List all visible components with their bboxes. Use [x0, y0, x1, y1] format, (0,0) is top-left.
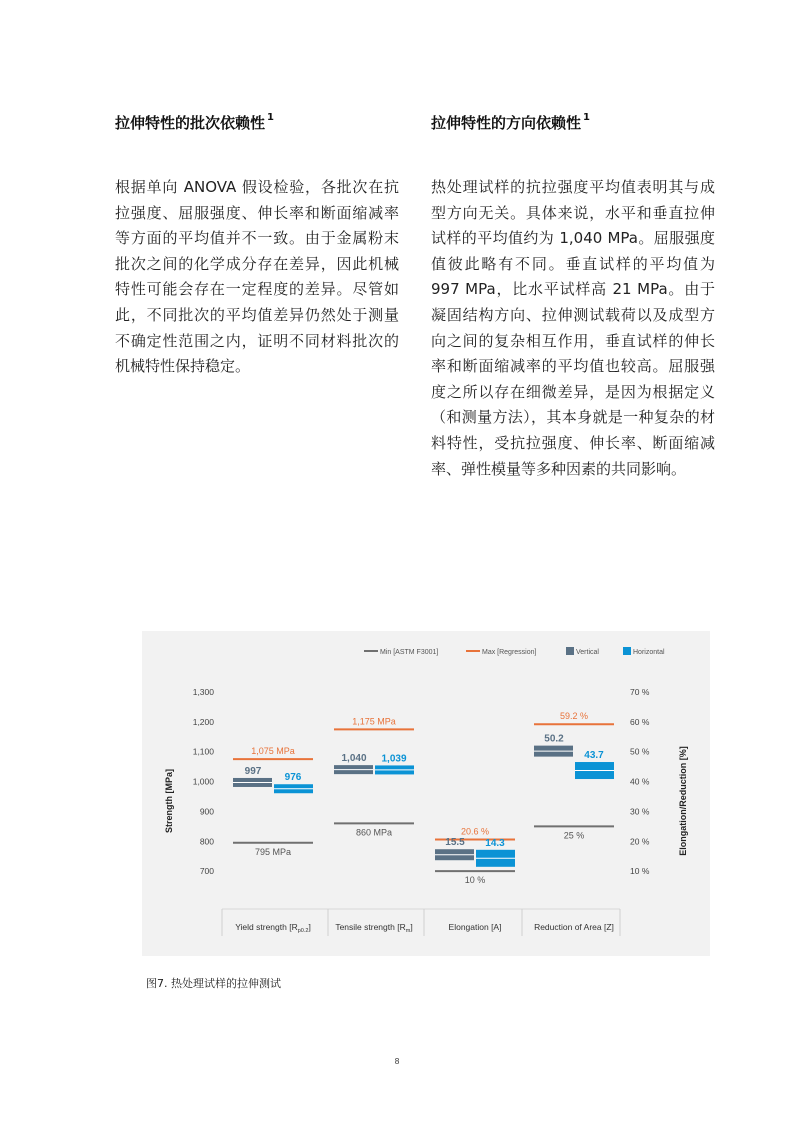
right-tick-label: 20 % — [630, 836, 650, 847]
direction-dependency-heading: 拉伸特性的方向依赖性 $^1$ — [431, 112, 590, 132]
batch-dependency-heading: 拉伸特性的批次依赖性 $^1$ — [115, 112, 274, 132]
category-label: Elongation [A] — [448, 922, 502, 932]
max-label: 59.2 % — [559, 711, 589, 722]
horizontal-value-label: 1,039 — [381, 753, 407, 765]
legend-label-3: Horizontal — [633, 649, 665, 656]
min-label: 10 % — [464, 875, 486, 886]
legend-label-0: Min [ASTM F3001] — [380, 649, 439, 656]
left-tick-label: 800 — [199, 836, 214, 847]
legend-label-2: Vertical — [576, 649, 599, 656]
right-tick-label: 50 % — [630, 746, 650, 757]
legend-swatch-2 — [566, 647, 574, 655]
right-tick-label: 10 % — [630, 866, 650, 877]
vertical-value-label: 50.2 — [544, 733, 564, 745]
left-tick-label: 1,100 — [192, 746, 214, 757]
min-label: 795 MPa — [254, 846, 292, 857]
max-label: 20.6 % — [460, 826, 490, 837]
left-tick-label: 700 — [199, 866, 214, 877]
right-tick-label: 70 % — [630, 687, 650, 697]
horizontal-value-label: 976 — [284, 772, 302, 784]
right-tick-label: 60 % — [630, 716, 650, 727]
left-tick-label: 900 — [199, 806, 214, 817]
left-tick-label: 1,000 — [192, 776, 214, 787]
footnote-marker: 1 — [267, 112, 274, 123]
legend-label-1: Max [Regression] — [482, 649, 537, 656]
horizontal-value-label: 43.7 — [584, 750, 604, 762]
vertical-value-label: 997 — [244, 765, 262, 777]
right-tick-label: 40 % — [630, 776, 650, 787]
right-column — [431, 108, 715, 482]
figure-caption: 图7. 热处理试样的拉伸测试 — [146, 977, 281, 990]
max-label: 1,175 MPa — [352, 716, 396, 727]
left-column — [115, 108, 399, 380]
legend-swatch-3 — [623, 647, 631, 655]
right-tick-label: 30 % — [630, 806, 650, 817]
min-label: 860 MPa — [355, 827, 393, 838]
horizontal-value-label: 14.3 — [485, 837, 505, 849]
footnote-marker: 1 — [583, 112, 590, 123]
left-tick-label: 1,200 — [192, 716, 214, 727]
category-label: Tensile strength $[R_m]$ — [335, 922, 413, 934]
right-axis-title: Elongation/Reduction [%] — [678, 746, 688, 856]
max-label: 1,075 MPa — [251, 746, 295, 757]
left-axis-title: Strength [MPa] — [164, 769, 174, 833]
left-tick-label: 1,300 — [192, 687, 214, 697]
category-label: Yield strength $[R_{p0.2}]$ — [235, 922, 311, 934]
batch-dependency-paragraph: 根据单向 ANOVA 假设检验，各批次在抗拉强度、屈服强度、伸长率和断面缩减率等方面的平均值并不一致。由于金属粉末批次之间的化学成分存在差异，因此机械特性可能会存在一定程度的差异。尽管如此，不同批次的平均值差异仍然处于测量不确定性范围之内，证明不同材料批次的机械特性保持稳定。 — [115, 178, 399, 376]
vertical-value-label: 15.5 — [445, 837, 465, 849]
min-label: 25 % — [563, 830, 585, 841]
category-label: Reduction of Area [Z] — [534, 922, 614, 932]
tensile-test-chart — [142, 631, 710, 956]
vertical-value-label: 1,040 — [341, 753, 367, 765]
direction-dependency-paragraph: 热处理试样的抗拉强度平均值表明其与成型方向无关。具体来说，水平和垂直拉伸试样的平均值约为 1,040 MPa。屈服强度值彼此略有不同。垂直试样的平均值为 997 MPa，比水平试样高 21 MPa。由于凝固结构方向、拉伸测试载荷以及成型方向之间的复杂相互作用，垂直试样的伸长率和断面缩减率的平均值也较高。屈服强度之所以存在细微差异，是因为根据定义（和测量方法），其本身就是一种复杂的材料特性，受抗拉强度、伸长率、断面缩减率、弹性模量等多种因素的共同影响。 — [431, 178, 715, 478]
chart-svg — [142, 631, 710, 956]
page-number: 8 — [394, 1057, 400, 1066]
